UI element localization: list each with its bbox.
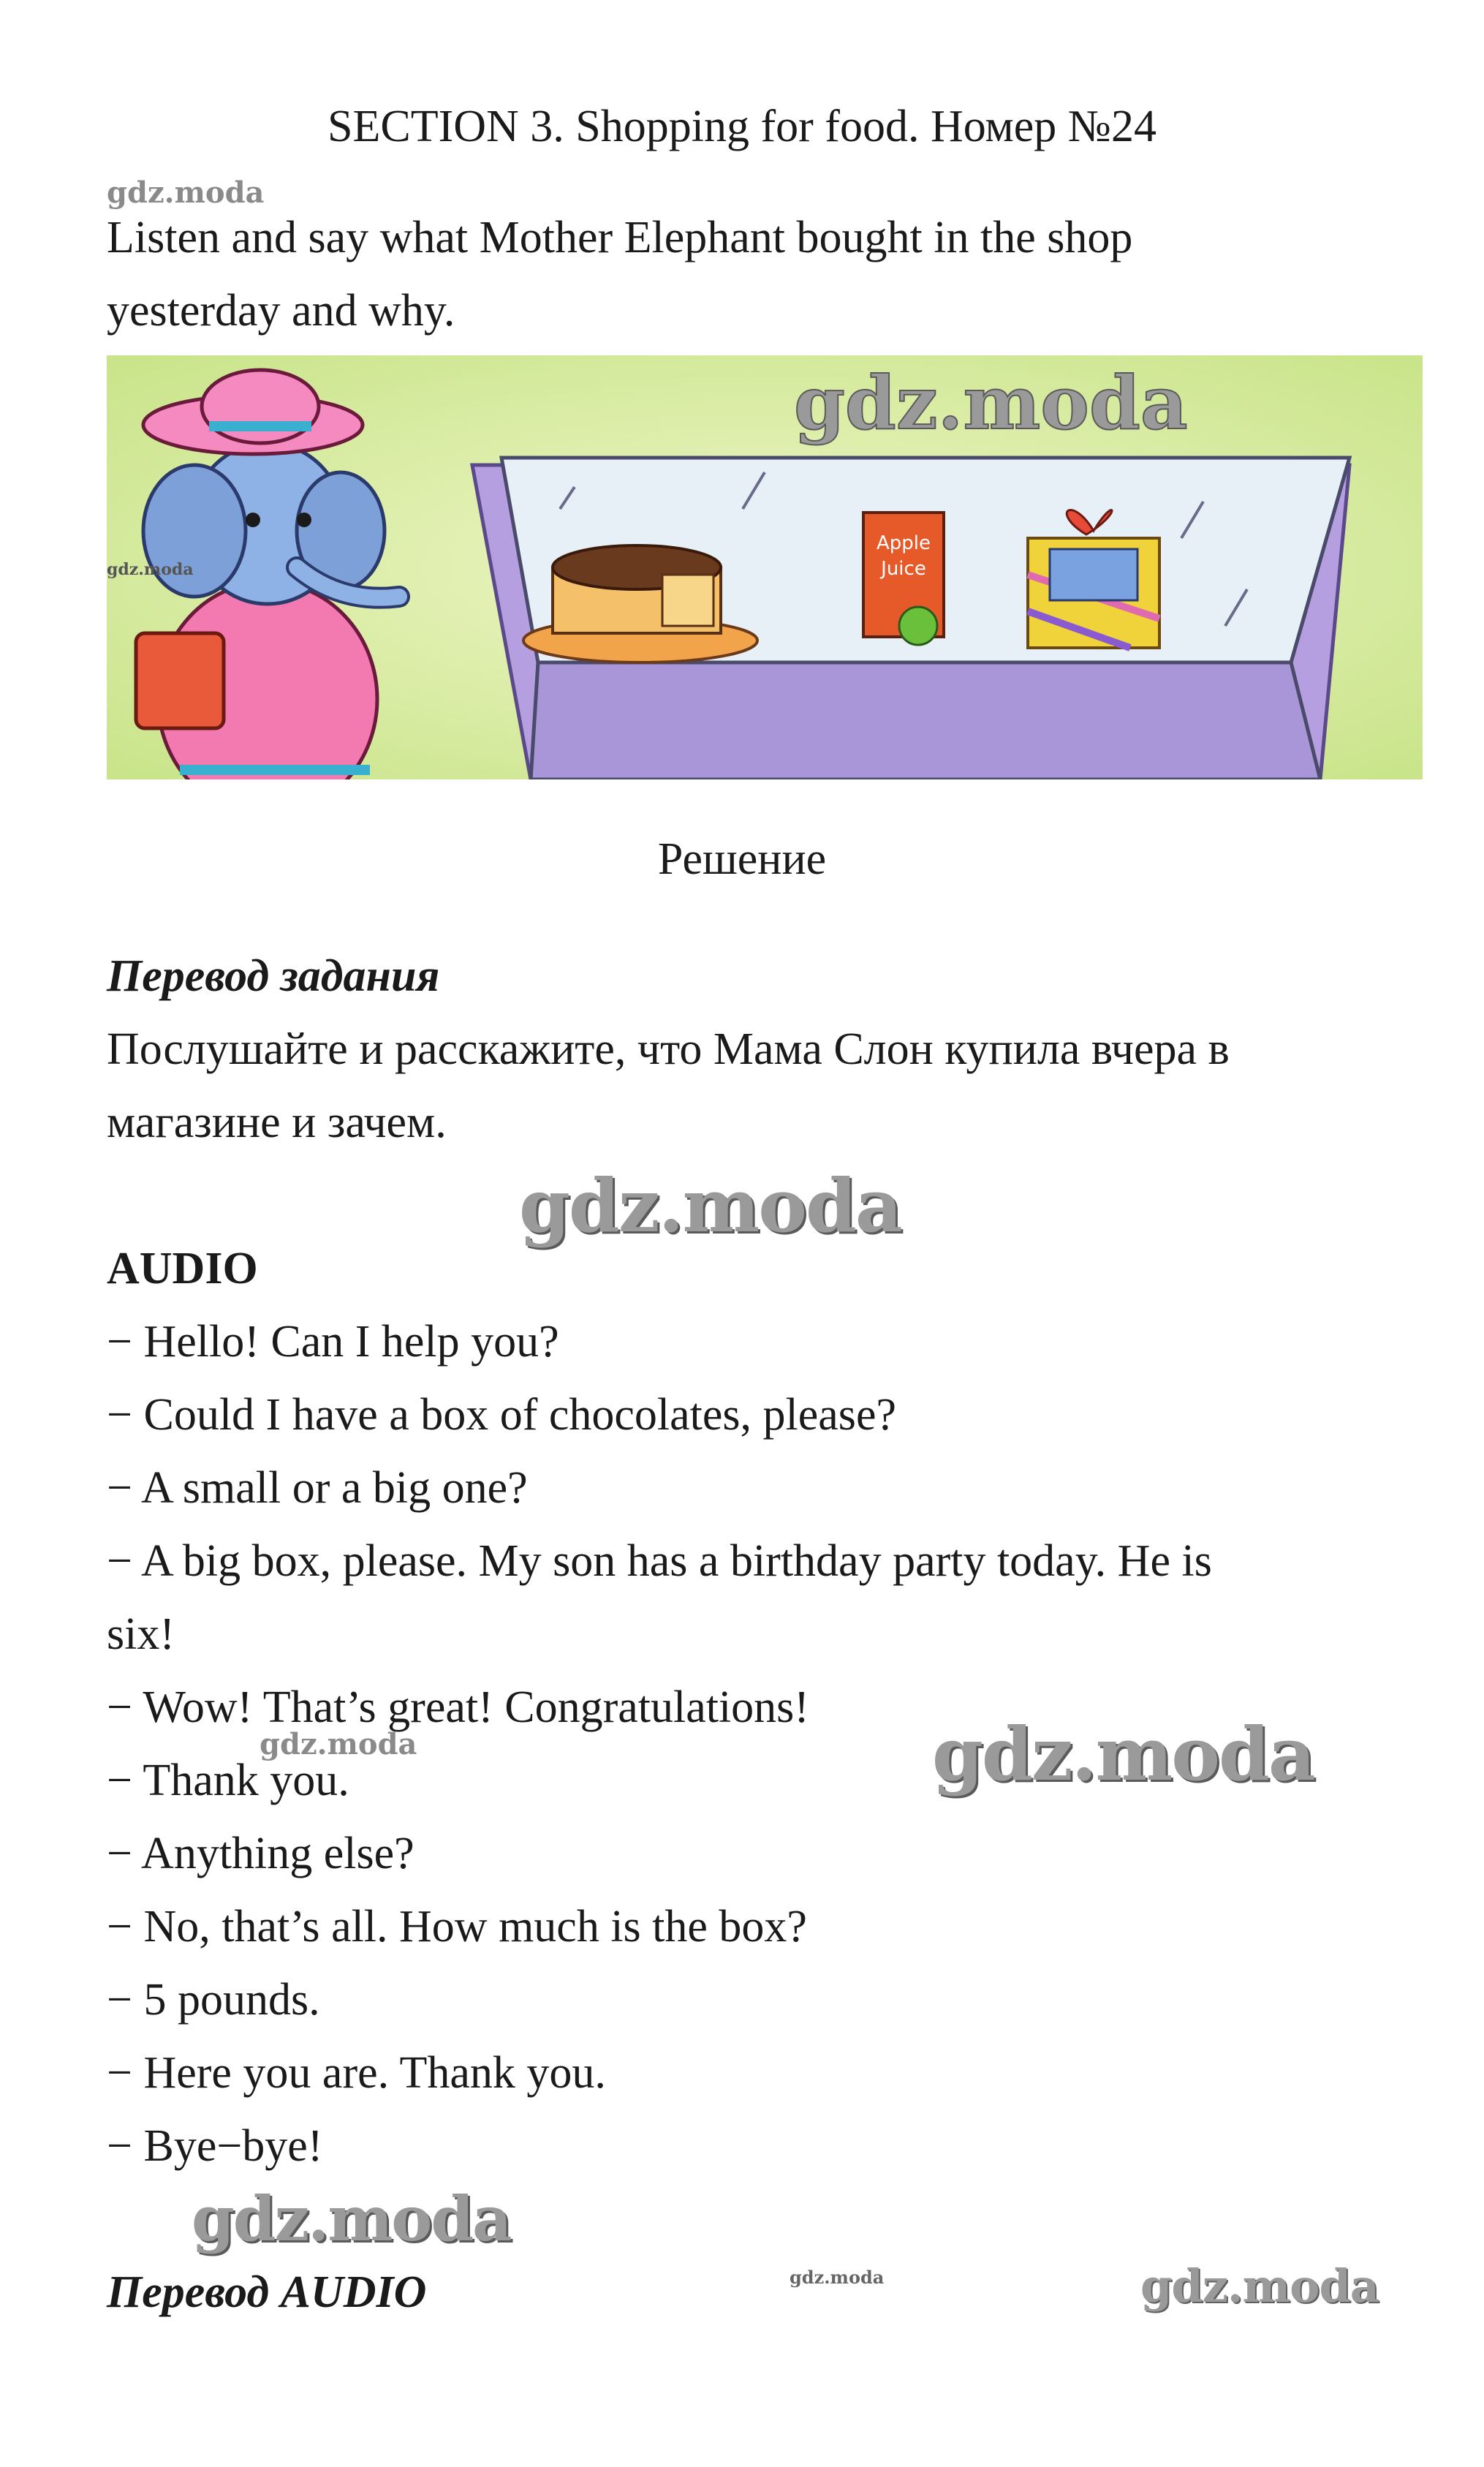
audio-line: − Here you are. Thank you. xyxy=(107,2048,606,2098)
juice-label-juice: Juice xyxy=(881,558,926,580)
translation-line-1: Послушайте и расскажите, что Мама Слон купила вчера в xyxy=(107,1024,1230,1074)
watermark: gdz.moda xyxy=(790,2267,885,2288)
watermark: gdz.moda xyxy=(794,360,1188,446)
audio-line: − 5 pounds. xyxy=(107,1975,320,2025)
juice-label-apple: Apple xyxy=(876,532,931,554)
task-line-2: yesterday and why. xyxy=(107,286,455,336)
translation-line-2: магазине и зачем. xyxy=(107,1098,447,1147)
audio-line: − No, that’s all. How much is the box? xyxy=(107,1902,807,1952)
apple-juice-box xyxy=(863,513,944,645)
apple-icon xyxy=(899,607,937,645)
audio-line: − Could I have a box of chocolates, please? xyxy=(107,1390,896,1440)
audio-line: six! xyxy=(107,1609,175,1659)
audio-line: − Anything else? xyxy=(107,1829,414,1878)
audio-line: − Wow! That’s great! Congratulations! xyxy=(107,1682,809,1732)
watermark: gdz.moda xyxy=(1140,2259,1379,2313)
watermark: gdz.moda xyxy=(192,2183,511,2255)
watermark: gdz.moda xyxy=(519,1163,901,1249)
page-title: SECTION 3. Shopping for food. Номер №24 xyxy=(328,102,1156,151)
audio-line: − Hello! Can I help you? xyxy=(107,1317,559,1367)
watermark: gdz.moda xyxy=(107,175,265,210)
audio-line: − Bye−bye! xyxy=(107,2121,323,2171)
audio-line: − A big box, please. My son has a birthday party today. He is xyxy=(107,1536,1212,1586)
audio-line: − A small or a big one? xyxy=(107,1463,528,1513)
solution-label: Решение xyxy=(657,834,827,884)
shop-illustration xyxy=(107,355,1423,779)
audio-line: − Thank you. xyxy=(107,1756,349,1805)
handbag-icon xyxy=(136,633,224,728)
watermark: gdz.moda xyxy=(260,1727,417,1761)
watermark: gdz.moda xyxy=(932,1711,1314,1797)
audio-heading: AUDIO xyxy=(107,1244,258,1293)
audio-translation-heading: Перевод AUDIO xyxy=(107,2267,427,2317)
task-line-1: Listen and say what Mother Elephant bought in the shop xyxy=(107,213,1133,262)
translation-heading: Перевод задания xyxy=(107,951,440,1001)
watermark: gdz.moda xyxy=(107,560,194,579)
